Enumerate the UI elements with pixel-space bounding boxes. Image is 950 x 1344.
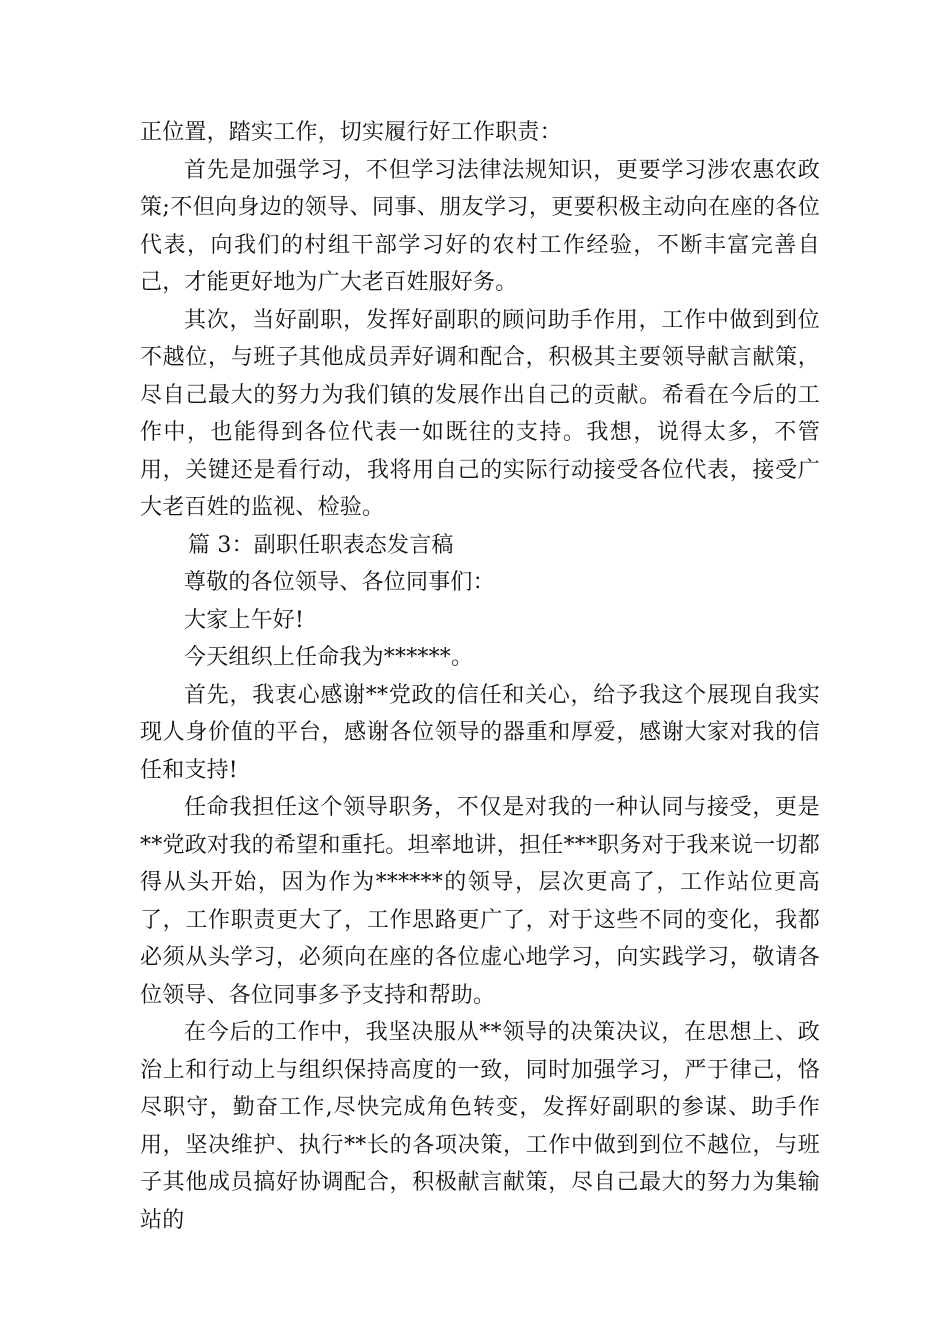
paragraph-3: 其次，当好副职，发挥好副职的顾问助手作用，工作中做到到位不越位，与班子其他成员弄好调和配合，积极其主要领导献言献策，尽自己最大的努力为我们镇的发展作出自己的贡献。希看在今后的工作中，也能得到各位代表一如既往的支持。我想，说得太多，不管用，关键还是看行动，我将用自己的实际行动接受各位代表，接受广大老百姓的监视、检验。 [140,307,820,520]
paragraph-2: 首先是加强学习，不但学习法律法规知识，更要学习涉农惠农政策;不但向身边的领导、同事、朋友学习，更要积极主动向在座的各位代表，向我们的村组干部学习好的农村工作经验，不断丰富完善自己，才能更好地为广大老百姓服好务。 [140,157,820,295]
greeting: 大家上午好! [184,607,305,633]
paragraph-thanks: 首先，我衷心感谢**党政的信任和关心，给予我这个展现自我实现人身价值的平台，感谢各位领导的器重和厚爱，感谢大家对我的信任和支持! [140,682,820,783]
document-page [140,114,820,1239]
paragraph-future-work: 在今后的工作中，我坚决服从**领导的决策决议，在思想上、政治上和行动上与组织保持高度的一致，同时加强学习，严于律己，恪尽职守，勤奋工作,尽快完成角色转变，发挥好副职的参谋、助手作用，坚决维护、执行**长的各项决策，工作中做到到位不越位，与班子其他成员搞好协调配合，积极献言献策，尽自己最大的努力为集输站的 [140,1020,820,1233]
paragraph-duty: 任命我担任这个领导职务，不仅是对我的一种认同与接受，更是**党政对我的希望和重托。坦率地讲，担任***职务对于我来说一切都得从头开始，因为作为******的领导，层次更高了，工作站位更高了，工作职责更大了，工作思路更广了，对于这些不同的变化，我都必须从头学习，必须向在座的各位虚心地学习，向实践学习，敬请各位领导、各位同事多予支持和帮助。 [140,795,820,1008]
paragraph-1: 正位置，踏实工作，切实履行好工作职责： [140,120,562,145]
section-heading: 篇 3：副职任职表态发言稿 [188,532,454,558]
paragraph-appointment: 今天组织上任命我为******。 [184,645,474,670]
salutation: 尊敬的各位领导、各位同事们： [184,570,495,595]
